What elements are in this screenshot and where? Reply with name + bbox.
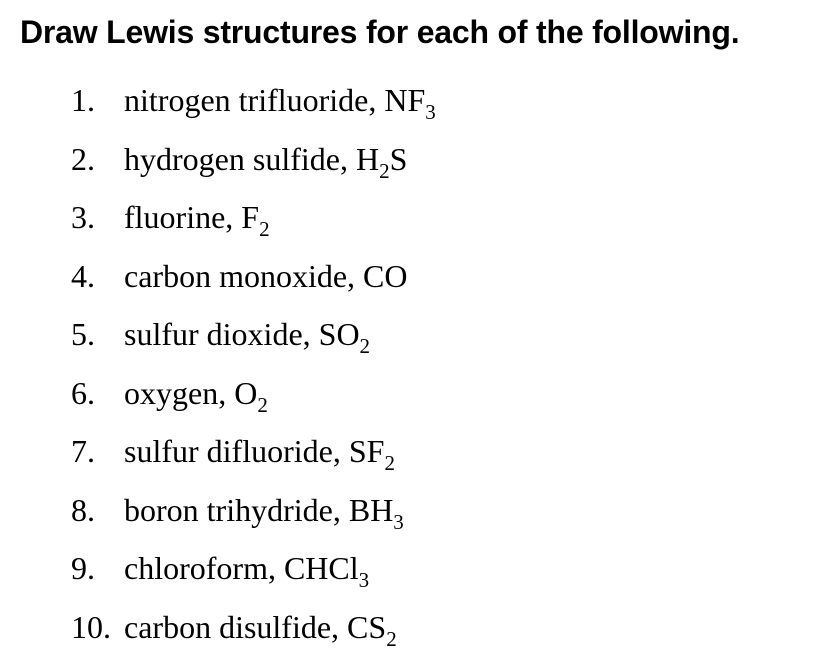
compound-name: carbon disulfide, xyxy=(124,608,348,645)
formula-symbols: NF xyxy=(384,82,426,118)
formula-symbols: SO xyxy=(318,316,360,352)
item-number: 1. xyxy=(71,82,95,118)
compound-name: oxygen, xyxy=(124,374,235,411)
formula-symbols: O xyxy=(234,374,258,411)
compound-name: chloroform, xyxy=(124,550,284,586)
compound-name: boron trihydride, xyxy=(124,491,349,528)
item-text xyxy=(124,425,395,477)
item-text xyxy=(124,367,268,419)
chemical-formula xyxy=(283,550,370,592)
item-number: 6. xyxy=(71,374,95,411)
compound-name: fluorine, xyxy=(124,199,242,235)
item-number: 2. xyxy=(71,140,95,177)
compound-name: nitrogen trifluoride, xyxy=(124,82,385,118)
item-text xyxy=(124,601,397,653)
item-number: 4. xyxy=(71,257,95,294)
item-number: 7. xyxy=(71,433,95,469)
item-number: 5. xyxy=(71,316,95,352)
chemical-formula xyxy=(384,82,436,124)
formula-subscript: 2 xyxy=(384,451,395,475)
chemical-formula xyxy=(363,258,407,294)
item-text xyxy=(124,308,370,360)
formula-symbols: S xyxy=(389,140,408,177)
formula-symbols: F xyxy=(241,199,260,235)
formula-symbols: CHCl xyxy=(283,550,359,586)
item-number: 10. xyxy=(71,608,111,645)
chemical-formula xyxy=(348,433,395,475)
formula-subscript: 2 xyxy=(259,217,270,241)
page-heading: Draw Lewis structures for each of the following. xyxy=(20,14,740,50)
formula-symbols: SF xyxy=(348,433,385,469)
item-number: 8. xyxy=(71,491,95,528)
formula-symbols: CS xyxy=(347,608,387,645)
chemical-formula xyxy=(348,491,404,534)
item-text xyxy=(124,191,270,243)
item-text xyxy=(124,250,408,302)
formula-subscript: 3 xyxy=(393,509,404,534)
chemical-formula xyxy=(241,199,270,241)
item-text xyxy=(124,133,407,185)
compound-name: sulfur difluoride, xyxy=(124,433,349,469)
compound-name: sulfur dioxide, xyxy=(124,316,319,352)
item-number: 9. xyxy=(71,550,95,586)
formula-subscript: 3 xyxy=(358,568,370,592)
formula-subscript: 2 xyxy=(386,626,397,651)
formula-symbols: H xyxy=(355,140,380,177)
item-number: 3. xyxy=(71,199,95,235)
compound-name: carbon monoxide, xyxy=(124,257,364,294)
compound-name: hydrogen sulfide, xyxy=(124,140,356,177)
formula-subscript: 2 xyxy=(379,158,390,183)
item-text xyxy=(124,484,404,536)
item-text xyxy=(124,74,436,126)
chemical-formula xyxy=(355,140,408,183)
chemical-formula xyxy=(318,316,371,358)
formula-subscript: 3 xyxy=(425,100,436,124)
item-text xyxy=(124,542,369,594)
chemical-formula xyxy=(234,374,268,417)
formula-symbols: CO xyxy=(363,257,408,294)
chemical-formula xyxy=(347,608,397,651)
formula-subscript: 2 xyxy=(359,334,371,358)
formula-symbols: BH xyxy=(348,491,394,528)
formula-subscript: 2 xyxy=(257,392,268,417)
